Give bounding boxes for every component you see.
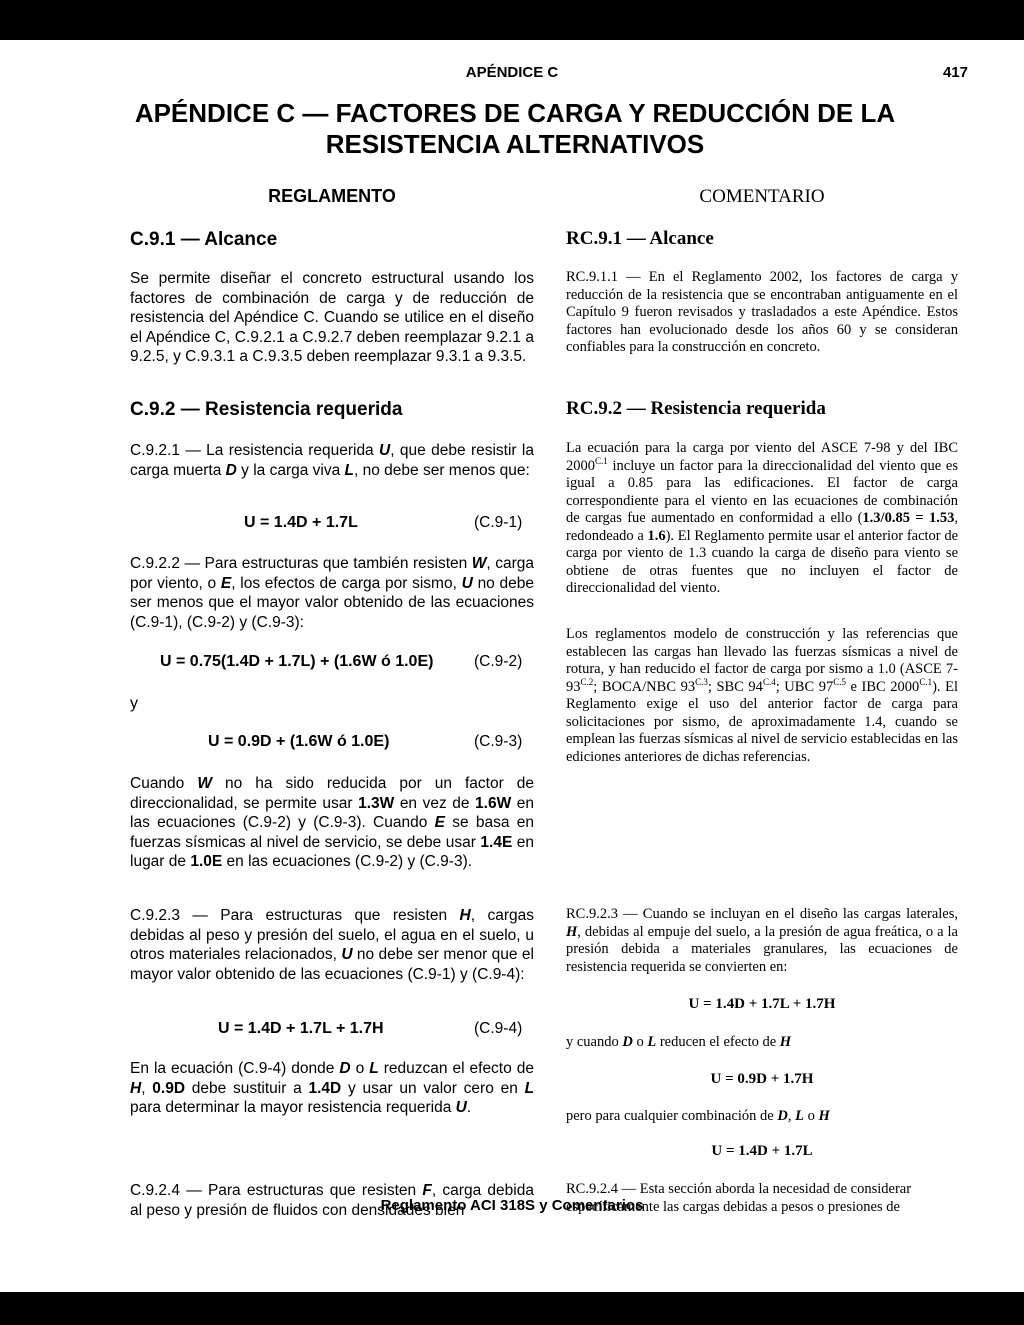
rc-equation-1: U = 1.4D + 1.7L + 1.7H <box>688 996 836 1012</box>
equation-c9-1-number: (C.9-1) <box>474 514 523 531</box>
rc-combination-line: pero para cualquier combinación de D, L o H <box>566 1108 830 1124</box>
document-page <box>0 40 1024 1292</box>
paragraph-c923-note: En la ecuación (C.9-4) donde D o L reduzcan el efecto de H, 0.9D debe sustituir a 1.4D y usar un valor cero en L para determinar la mayor resistencia requerida U. <box>130 1060 535 1116</box>
section-c92-title: C.9.2 — Resistencia requerida <box>130 399 403 420</box>
appendix-title <box>120 98 910 160</box>
section-c91-text: Se permite diseñar el concreto estructural usando los factores de combinación de carga y de reducción de resistencia del Apéndice C. Cuando se utilice en el diseño el Apéndice C, C.9.2.1 a C.9.2.7 deben reemplazar 9.2.1 a 9.2.5, y C.9.3.1 a C.9.3.5 deben reemplazar 9.3.1 a 9.3.5. <box>130 270 534 365</box>
paragraph-rc92-seismic: Los reglamentos modelo de construcción y las referencias que establecen las cargas han llevado las fuerzas sísmicas a nivel de rotura, y han reducido el factor de carga por sismo a 1.0 (ASCE $7-93^{C.2}$; BOCA/NBC $93^{C.3}$; SBC $94^{C.4}$; UBC $97^{C.5}$ e IBC $2000^{C.1}$). El Reglamento exige el uso del anterior factor de carga para solicitaciones por sismo, de aproximadamente 1.4, cuando se emplean las fuerzas sísmicas al nivel de servicio establecidas en las ediciones anteriores de dichas referencias. <box>566 626 958 765</box>
equation-c9-4: U = 1.4D + 1.7L + 1.7H <box>218 1020 384 1037</box>
equation-c9-1: U = 1.4D + 1.7L <box>244 514 358 531</box>
paragraph-rc911: RC.9.1.1 — En el Reglamento 2002, los factores de carga y reducción de la resistencia que se encontraban antiguamente en el Capítulo 9 fueron revisados y trasladados a este Apéndice. Estos factores han evolucionado desde los años 60 y se consideran confiables para la construcción en concreto. <box>566 269 958 355</box>
rc-equation-2: U = 0.9D + 1.7H <box>710 1071 814 1087</box>
paragraph-c924: C.9.2.4 — Para estructuras que resisten F, carga debida al peso y presión de fluidos con densidades bien <box>130 1182 534 1219</box>
paragraph-rc924: RC.9.2.4 — Esta sección aborda la necesidad de considerar específicamente las cargas debidas a pesos o presiones de <box>566 1181 912 1215</box>
right-column-heading: COMENTARIO <box>699 186 825 207</box>
rc-equation-3: U = 1.4D + 1.7L <box>711 1143 813 1159</box>
paragraph-c923: C.9.2.3 — Para estructuras que resisten H, cargas debidas al peso y presión del suelo, el agua en el suelo, u otros materiales relacionados, U no debe ser menor que el mayor valor obtenido de las ecuaciones (C.9-1) y (C.9-4): <box>130 907 534 983</box>
running-header: APÉNDICE C <box>465 64 559 81</box>
page-footer: Reglamento ACI 318S y Comentarios <box>380 1197 644 1214</box>
paragraph-c922-note: Cuando W no ha sido reducida por un factor de direccionalidad, se permite usar 1.3W en vez de 1.6W en las ecuaciones (C.9-2) y (C.9-3). Cuando E se basa en fuerzas sísmicas al nivel de servicio, se debe usar 1.4E en lugar de 1.0E en las ecuaciones (C.9-2) y (C.9-3). <box>130 775 535 870</box>
rc-when-line: y cuando D o L reducen el efecto de H <box>566 1034 792 1050</box>
equation-c9-3: U = 0.9D + (1.6W ó 1.0E) <box>208 733 390 750</box>
section-c91-title: C.9.1 — Alcance <box>130 229 278 250</box>
paragraph-rc92-wind: La ecuación para la carga por viento del ASCE 7-98 y del IBC $2000^{C.1}$ incluye un factor para la direccionalidad del viento que es igual a 0.85 para las edificaciones. El factor de carga correspondiente para el viento en las ecuaciones de combinación de cargas fue aumentado en conformidad a ello (1.3/0.85 = 1.53, redondeado a 1.6). El Reglamento permite usar el anterior factor de carga por viento de 1.3 cuando la carga de diseño para viento se obtiene de otras fuentes que no incluyen el factor de direccionalidad del viento. <box>566 440 959 596</box>
conjunction-y: y <box>130 695 138 712</box>
page-number: 417 <box>942 64 968 81</box>
section-rc91-title: RC.9.1 — Alcance <box>566 228 714 249</box>
left-column-heading: REGLAMENTO <box>268 186 396 206</box>
equation-c9-2: U = 0.75(1.4D + 1.7L) + (1.6W ó 1.0E) <box>160 653 434 670</box>
section-rc92-title: RC.9.2 — Resistencia requerida <box>566 398 826 419</box>
paragraph-c922: C.9.2.2 — Para estructuras que también resisten W, carga por viento, o E, los efectos de carga por sismo, U no debe ser menos que el mayor valor obtenido de las ecuaciones (C.9-1), (C.9-2) y (C.9-3): <box>130 555 535 631</box>
appendix-title-line1: APÉNDICE C — FACTORES DE CARGA Y REDUCCIÓN DE LA <box>134 98 896 128</box>
equation-c9-3-number: (C.9-3) <box>474 733 523 750</box>
appendix-title-line2: RESISTENCIA ALTERNATIVOS <box>325 129 705 159</box>
paragraph-c921: C.9.2.1 — La resistencia requerida U, que debe resistir la carga muerta D y la carga viva L, no debe ser menos que: <box>130 442 534 479</box>
paragraph-rc923: RC.9.2.3 — Cuando se incluyan en el diseño las cargas laterales, H, debidas al empuje del suelo, a la presión de agua freática, o a la presión debida a materiales granulares, las ecuaciones de resistencia requerida se convierten en: <box>566 906 958 975</box>
equation-c9-4-number: (C.9-4) <box>474 1020 523 1037</box>
equation-c9-2-number: (C.9-2) <box>474 653 523 670</box>
